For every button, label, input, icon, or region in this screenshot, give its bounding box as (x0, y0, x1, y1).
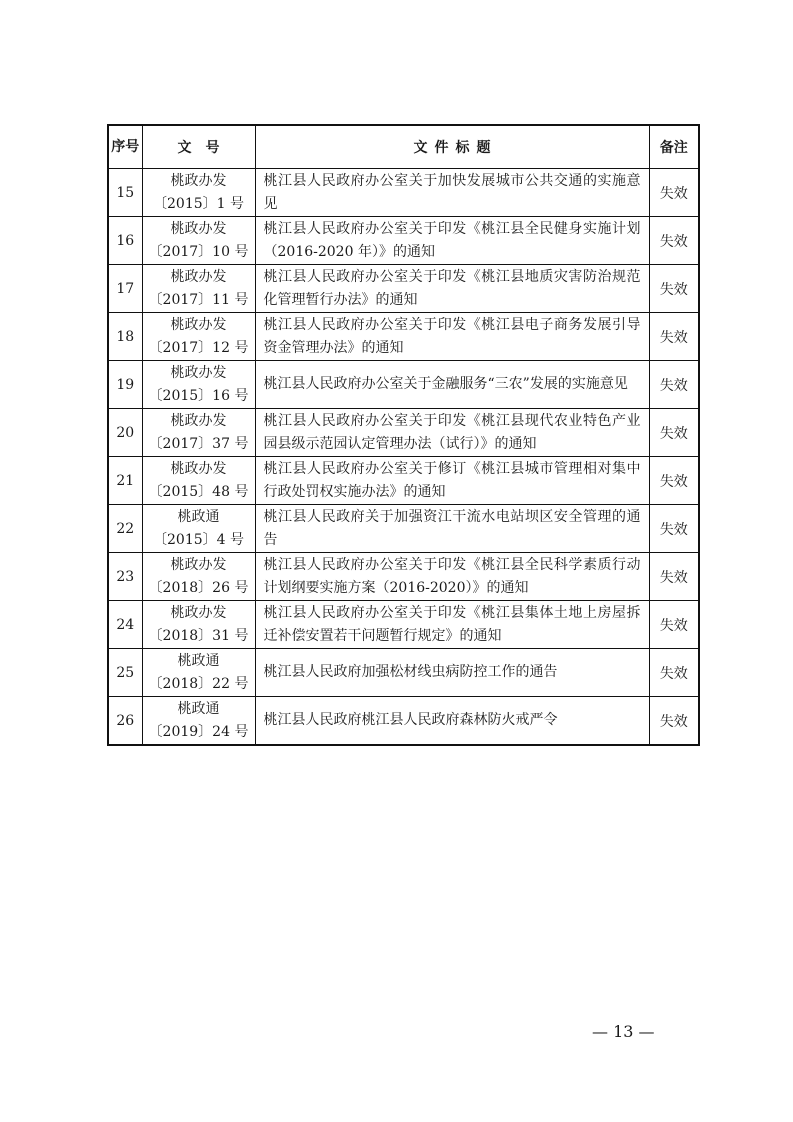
row-title: 桃江县人民政府加强松材线虫病防控工作的通告 (255, 649, 649, 697)
header-note-label: 备注 (659, 140, 688, 156)
row-doc-no-line1: 桃政办发 (170, 316, 227, 333)
table-row (108, 361, 699, 409)
header-note (649, 125, 699, 169)
row-doc-no (142, 553, 255, 601)
table-row (108, 265, 699, 313)
row-note: 失效 (649, 169, 699, 217)
row-note: 失效 (649, 265, 699, 313)
row-title: 桃江县人民政府办公室关于修订《桃江县城市管理相对集中行政处罚权实施办法》的通知 (255, 457, 649, 505)
row-doc-no (142, 649, 255, 697)
row-seq: 22 (108, 505, 142, 553)
row-doc-no-line1: 桃政通 (177, 700, 220, 717)
row-note: 失效 (649, 505, 699, 553)
row-title: 桃江县人民政府办公室关于印发《桃江县集体土地上房屋拆迁补偿安置若干问题暂行规定》的通知 (255, 601, 649, 649)
row-doc-no (142, 265, 255, 313)
row-title: 桃江县人民政府桃江县人民政府森林防火戒严令 (255, 697, 649, 746)
row-doc-no-line1: 桃政办发 (170, 268, 227, 285)
table-row (108, 169, 699, 217)
row-doc-no (142, 313, 255, 361)
row-doc-no-line2: 〔2017〕37 号 (148, 435, 249, 452)
row-doc-no (142, 169, 255, 217)
row-seq: 20 (108, 409, 142, 457)
row-doc-no (142, 505, 255, 553)
row-title: 桃江县人民政府关于加强资江干流水电站坝区安全管理的通告 (255, 505, 649, 553)
row-seq: 16 (108, 217, 142, 265)
row-seq: 25 (108, 649, 142, 697)
row-doc-no (142, 409, 255, 457)
row-doc-no-line2: 〔2017〕12 号 (148, 339, 249, 356)
row-doc-no-line2: 〔2015〕48 号 (148, 483, 249, 500)
row-doc-no-line1: 桃政办发 (170, 460, 227, 477)
row-doc-no-line2: 〔2015〕4 号 (153, 531, 244, 548)
row-note: 失效 (649, 553, 699, 601)
table-body (108, 169, 699, 746)
row-doc-no (142, 697, 255, 746)
row-title: 桃江县人民政府办公室关于金融服务“三农”发展的实施意见 (255, 361, 649, 409)
row-doc-no-line2: 〔2018〕26 号 (148, 579, 249, 596)
row-doc-no (142, 601, 255, 649)
row-title: 桃江县人民政府办公室关于加快发展城市公共交通的实施意见 (255, 169, 649, 217)
row-seq: 17 (108, 265, 142, 313)
row-title: 桃江县人民政府办公室关于印发《桃江县地质灾害防治规范化管理暂行办法》的通知 (255, 265, 649, 313)
page-number: — 13 — (592, 1022, 655, 1041)
row-doc-no (142, 217, 255, 265)
row-title: 桃江县人民政府办公室关于印发《桃江县现代农业特色产业园县级示范园认定管理办法（试行）》的通知 (255, 409, 649, 457)
row-doc-no-line1: 桃政通 (177, 508, 220, 525)
document-table (107, 124, 700, 746)
row-note: 失效 (649, 649, 699, 697)
row-doc-no-line1: 桃政办发 (170, 220, 227, 237)
row-doc-no-line2: 〔2019〕24 号 (148, 723, 249, 740)
row-title: 桃江县人民政府办公室关于印发《桃江县全民健身实施计划（2016-2020 年）》的通知 (255, 217, 649, 265)
table-row (108, 217, 699, 265)
row-seq: 15 (108, 169, 142, 217)
row-doc-no-line2: 〔2015〕16 号 (148, 387, 249, 404)
row-seq: 21 (108, 457, 142, 505)
table-row (108, 697, 699, 746)
table-row (108, 649, 699, 697)
row-title: 桃江县人民政府办公室关于印发《桃江县电子商务发展引导资金管理办法》的通知 (255, 313, 649, 361)
table-row (108, 601, 699, 649)
table-row (108, 553, 699, 601)
table-row (108, 505, 699, 553)
row-doc-no-line1: 桃政办发 (170, 604, 227, 621)
row-note: 失效 (649, 361, 699, 409)
header-title-label: 文件标题 (413, 140, 498, 156)
row-doc-no-line2: 〔2017〕10 号 (148, 243, 249, 260)
header-doc-no-label: 文号 (177, 140, 234, 156)
table-row (108, 457, 699, 505)
row-doc-no-line1: 桃政办发 (170, 172, 227, 189)
header-doc-no (142, 125, 255, 169)
row-note: 失效 (649, 601, 699, 649)
header-seq-label: 序号 (111, 139, 140, 155)
header-seq (108, 125, 142, 169)
row-note: 失效 (649, 457, 699, 505)
header-title (255, 125, 649, 169)
row-note: 失效 (649, 409, 699, 457)
row-doc-no (142, 361, 255, 409)
row-doc-no-line1: 桃政办发 (170, 556, 227, 573)
row-doc-no-line2: 〔2015〕1 号 (153, 195, 244, 212)
row-doc-no-line1: 桃政办发 (170, 412, 227, 429)
row-seq: 26 (108, 697, 142, 746)
table-row (108, 409, 699, 457)
row-seq: 24 (108, 601, 142, 649)
row-doc-no-line2: 〔2018〕31 号 (148, 627, 249, 644)
row-seq: 18 (108, 313, 142, 361)
row-doc-no-line1: 桃政通 (177, 652, 220, 669)
row-seq: 19 (108, 361, 142, 409)
row-doc-no-line1: 桃政办发 (170, 364, 227, 381)
row-title: 桃江县人民政府办公室关于印发《桃江县全民科学素质行动计划纲要实施方案（2016-2020）》的通知 (255, 553, 649, 601)
row-seq: 23 (108, 553, 142, 601)
table-header-row (108, 125, 699, 169)
row-doc-no-line2: 〔2018〕22 号 (148, 675, 249, 692)
row-note: 失效 (649, 217, 699, 265)
row-note: 失效 (649, 697, 699, 746)
row-note: 失效 (649, 313, 699, 361)
table-row (108, 313, 699, 361)
row-doc-no (142, 457, 255, 505)
row-doc-no-line2: 〔2017〕11 号 (148, 291, 249, 308)
